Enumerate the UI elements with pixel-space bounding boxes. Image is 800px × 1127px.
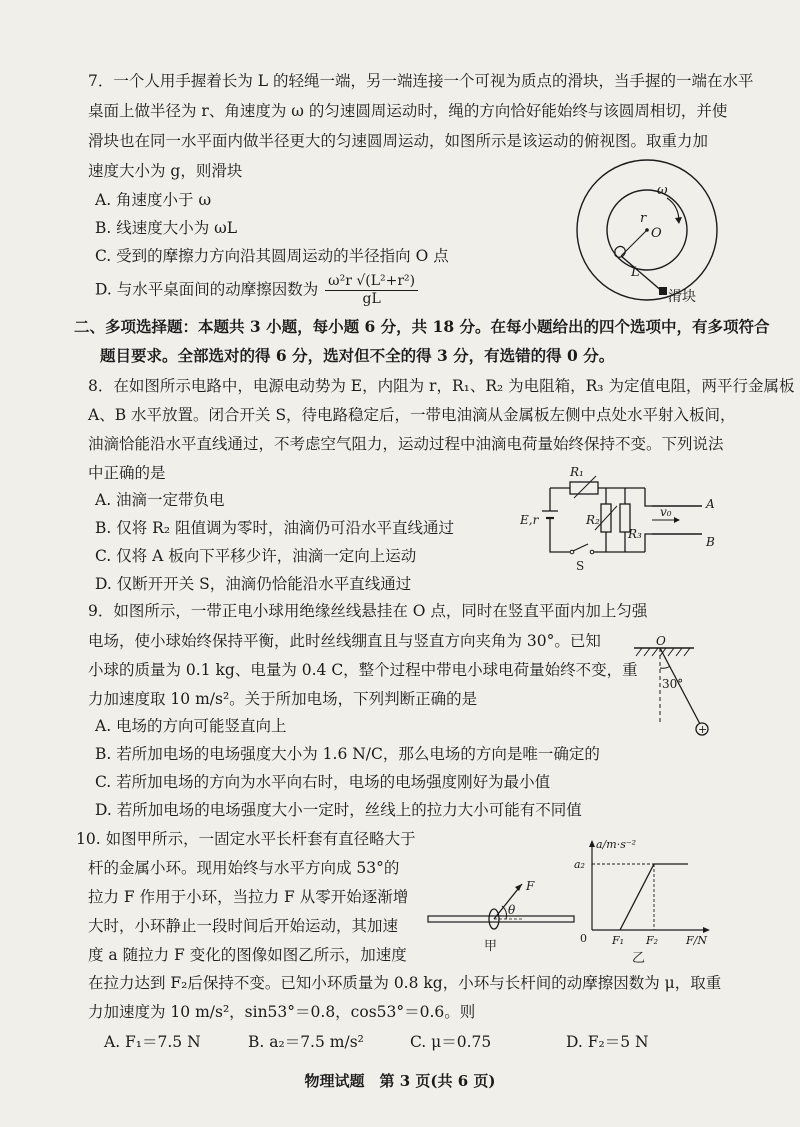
q7-slider-block [659, 287, 667, 295]
q7-r-label: r [640, 211, 647, 226]
q8-plate-b-label: B [706, 535, 715, 549]
q9-stem-line-3: 小球的质量为 0.1 kg、电量为 0.4 C，整个过程中带电小球电荷量始终不变，重 [88, 661, 638, 679]
q7-figure [575, 158, 725, 308]
q8-wire-to-plates-top [645, 488, 652, 506]
q9-option-c: C. 若所加电场的方向为水平向右时，电场的电场强度刚好为最小值 [95, 773, 551, 791]
q10-y-axis-label: a/m·s⁻² [596, 838, 637, 851]
q10-caption-jia: 甲 [484, 939, 498, 954]
q8-option-d: D. 仅断开开关 S，油滴仍恰能沿水平直线通过 [95, 575, 412, 593]
q10-a2-label: a₂ [574, 858, 585, 871]
q10-force-arrow-head [515, 884, 522, 891]
q10-option-d: D. F₂＝5 N [566, 1033, 649, 1051]
q9-option-b: B. 若所加电场的电场强度大小为 1.6 N/C，那么电场的方向是唯一确定的 [95, 745, 600, 763]
q10-stem-line-3: 拉力 F 作用于小环，当拉力 F 从零开始逐渐增 [88, 888, 409, 906]
q9-angle-label: 30° [662, 677, 684, 691]
q7-option-b: B. 线速度大小为 ωL [95, 219, 238, 237]
q9-pendulum-figure [628, 636, 728, 746]
q10-theta-label: θ [508, 903, 516, 917]
q8-v0-label: v₀ [660, 505, 672, 519]
q8-switch-blade [573, 544, 588, 551]
q7-option-d-numerator: ω²r √(L²+r²) [325, 273, 418, 291]
q8-r2-label: R₂ [586, 513, 600, 527]
q7-option-d-denominator: gL [362, 291, 381, 307]
q9-stem-line-2: 电场，使小球始终保持平衡，此时丝线绷直且与竖直方向夹角为 30°。已知 [88, 632, 601, 650]
q8-option-b: B. 仅将 R₂ 阻值调为零时，油滴仍可沿水平直线通过 [95, 519, 454, 537]
q8-stem-line-1: 8．在如图所示电路中，电源电动势为 E，内阻为 r，R₁、R₂ 为电阻箱，R₃ 为定值电阻，两平行金属板 [88, 377, 795, 395]
q10-stem-line-4: 大时，小环静止一段时间后开始运动，其加速 [88, 917, 399, 935]
q10-figure-yi [570, 836, 720, 966]
q7-arrow-head [675, 217, 682, 224]
q9-stem-line-1: 9．如图所示，一带正电小球用绝缘丝线悬挂在 O 点，同时在竖直平面内加上匀强 [88, 602, 648, 620]
q7-stem-line-1: 7．一个人用手握着长为 L 的轻绳一端，另一端连接一个可视为质点的滑块，当手握的一端在水平 [88, 72, 754, 90]
q10-stem-line-2: 杆的金属小环。现用始终与水平方向成 53°的 [88, 859, 400, 877]
q7-option-d [95, 273, 418, 308]
q7-stem-line-4: 速度大小为 g，则滑块 [88, 162, 243, 180]
q8-plate-a-label: A [706, 497, 715, 511]
q10-f1-label: F₁ [612, 934, 625, 947]
q7-slider-label: 滑块 [668, 289, 696, 305]
section2-header-line-2: 题目要求。全部选对的得 6 分，选对但不全的得 3 分，有选错的得 0 分。 [100, 346, 615, 365]
q8-r3-label: R₃ [628, 527, 642, 541]
q8-wire-left-bottom [550, 518, 570, 552]
q10-option-c: C. μ＝0.75 [410, 1033, 492, 1051]
q10-option-a: A. F₁＝7.5 N [104, 1033, 201, 1051]
q8-r1-arrow [574, 476, 596, 498]
q10-caption-yi: 乙 [632, 951, 646, 966]
q7-l-label: L [631, 265, 640, 280]
q9-option-d: D. 若所加电场的电场强度大小一定时，丝线上的拉力大小可能有不同值 [95, 801, 582, 819]
q8-switch-contact-right [590, 550, 594, 554]
q8-option-c: C. 仅将 A 板向下平移少许，油滴一定向上运动 [95, 547, 417, 565]
q7-option-d-fraction [325, 273, 418, 308]
q10-f2-label: F₂ [646, 934, 659, 947]
q10-x-axis-label: F/N [686, 934, 707, 947]
q9-angle-arc [660, 666, 670, 668]
q8-option-a: A. 油滴一定带负电 [95, 491, 225, 509]
page-footer: 物理试题 第 3 页(共 6 页) [304, 1072, 496, 1090]
q8-stem-line-3: 油滴恰能沿水平直线通过，不考虑空气阻力，运动过程中油滴电荷量始终保持不变。下列说法 [88, 435, 724, 453]
q8-source-label: E,r [520, 513, 539, 527]
q8-circuit-figure [520, 458, 720, 578]
q9-option-a: A. 电场的方向可能竖直向上 [95, 717, 287, 735]
q7-omega-label: ω [657, 183, 668, 198]
q7-option-a: A. 角速度小于 ω [95, 191, 212, 209]
q9-o-label: O [656, 636, 666, 648]
q10-force-label: F [526, 879, 535, 893]
q8-switch-label: S [576, 559, 585, 573]
q7-stem-line-3: 滑块也在同一水平面内做半径更大的匀速圆周运动，如图所示是该运动的俯视图。取重力加 [88, 132, 709, 150]
q10-origin-label: 0 [580, 932, 587, 945]
q10-stem-line-1: 10. 如图甲所示，一固定水平长杆套有直径略大于 [76, 830, 416, 848]
q10-stem-line-5: 度 a 随拉力 F 变化的图像如图乙所示，加速度 [88, 946, 407, 964]
q10-stem-line-7: 力加速度为 10 m/s²，sin53°＝0.8，cos53°＝0.6。则 [88, 1003, 476, 1021]
q9-charge-label: + [698, 723, 708, 736]
q8-r1-label: R₁ [570, 465, 584, 479]
q7-option-c: C. 受到的摩擦力方向沿其圆周运动的半径指向 O 点 [95, 247, 449, 265]
q8-stem-line-2: A、B 水平放置。闭合开关 S，待电路稳定后，一带电油滴从金属板左侧中点处水平射入板间， [88, 406, 736, 424]
q10-y-axis-arrow [589, 840, 595, 847]
q10-x-axis-arrow [703, 927, 710, 933]
q9-stem-line-4: 力加速度取 10 m/s²。关于所加电场，下列判断正确的是 [88, 690, 478, 708]
q8-stem-line-4: 中正确的是 [88, 464, 166, 482]
q7-rope-line [621, 256, 663, 292]
section2-header-line-1: 二、多项选择题：本题共 3 小题，每小题 6 分，共 18 分。在每小题给出的四个选项中，有多项符合 [74, 317, 770, 336]
q10-option-b: B. a₂＝7.5 m/s² [248, 1033, 364, 1051]
q7-stem-line-2: 桌面上做半径为 r、角速度为 ω 的匀速圆周运动时，绳的方向恰好能始终与该圆周相切，并使 [88, 102, 728, 120]
q10-stem-line-6: 在拉力达到 F₂后保持不变。已知小环质量为 0.8 kg，小环与长杆间的动摩擦因数为 μ，取重 [88, 974, 722, 992]
q8-wire-to-plates-bottom [645, 534, 652, 552]
q10-figure-jia [426, 874, 576, 954]
q8-v0-arrow-head [674, 517, 680, 523]
q7-o-label: O [651, 226, 662, 241]
q7-option-d-prefix: D. 与水平桌面间的动摩擦因数为 [95, 280, 319, 299]
